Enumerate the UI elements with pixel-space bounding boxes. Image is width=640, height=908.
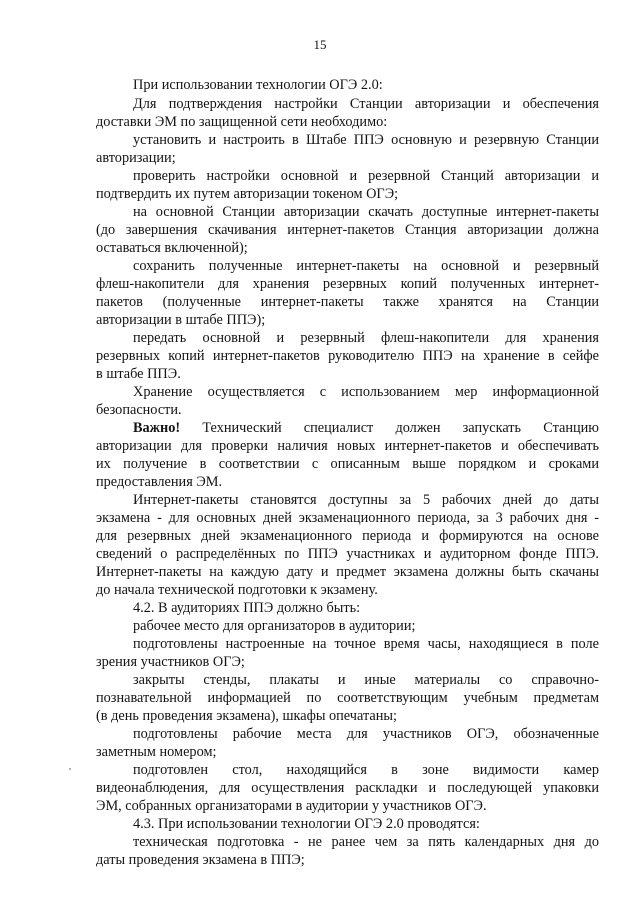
- page-number: 15: [313, 37, 327, 52]
- text-line: сведений о распределённых по ППЭ участниках и аудиторном фонде ППЭ.: [96, 546, 599, 562]
- text-line: авторизации в штабе ППЭ);: [96, 312, 266, 328]
- text-line: доставки ЭМ по защищенной сети необходимо:: [96, 114, 388, 130]
- text-line: познавательной информацией по соответствующим учебным предметам: [96, 690, 599, 706]
- text-line: подготовлен стол, находящийся в зоне видимости камер: [133, 762, 599, 778]
- text-line: подготовлены настроенные на точное время часы, находящиеся в поле: [133, 636, 599, 652]
- text-line: 4.2. В аудиториях ППЭ должно быть:: [133, 600, 361, 616]
- text-line: флеш-накопители для хранения резервных копий полученных интернет-: [96, 276, 599, 292]
- text-line: [133, 420, 599, 437]
- text-line: в штабе ППЭ.: [96, 366, 181, 382]
- text-line: (в день проведения экзамена), шкафы опечатаны;: [96, 708, 397, 724]
- text-line: Хранение осуществляется с использованием мер информационной: [133, 384, 599, 400]
- text-line: безопасности.: [96, 402, 182, 418]
- text-line: сохранить полученные интернет-пакеты на основной и резервный: [133, 258, 599, 274]
- text-line: Интернет-пакеты становятся доступны за 5 рабочих дней до даты: [133, 492, 599, 508]
- text-line: видеонаблюдения, для осуществления раскладки и последующей упаковки: [96, 780, 599, 796]
- text-line: ЭМ, собранных организаторами в аудитории у участников ОГЭ.: [96, 798, 487, 814]
- text-line: на основной Станции авторизации скачать доступные интернет-пакеты: [133, 204, 599, 220]
- text-line: подтвердить их путем авторизации токеном ОГЭ;: [96, 186, 399, 202]
- text-line: передать основной и резервный флеш-накопители для хранения: [133, 330, 599, 346]
- text-line: для резервных дней экзаменационного периода и формируются на основе: [96, 528, 599, 544]
- text-line: При использовании технологии ОГЭ 2.0:: [133, 77, 383, 93]
- text-line: техническая подготовка - не ранее чем за пять календарных дня до: [133, 834, 599, 850]
- text-line: Интернет-пакеты на каждую дату и предмет экзамена должны быть скачаны: [96, 564, 599, 580]
- text-line: авторизации;: [96, 150, 176, 166]
- text-line-rest: Технический специалист должен запускать Станцию: [202, 420, 599, 436]
- text-line: установить и настроить в Штабе ППЭ основную и резервную Станции: [133, 132, 599, 148]
- text-line: пакетов (полученные интернет-пакеты также хранятся на Станции: [96, 294, 599, 310]
- text-line: заметным номером;: [96, 744, 217, 760]
- text-line: авторизации для проверки наличия новых интернет-пакетов и обеспечивать: [96, 438, 599, 454]
- text-line: Для подтверждения настройки Станции авторизации и обеспечения: [133, 96, 599, 112]
- text-line: зрения участников ОГЭ;: [96, 654, 245, 670]
- text-line: предоставления ЭМ.: [96, 474, 223, 490]
- text-line: 4.3. При использовании технологии ОГЭ 2.0 проводятся:: [133, 816, 480, 832]
- text-line: оставаться включенной);: [96, 240, 248, 256]
- scan-speck: [69, 768, 71, 770]
- text-line: (до завершения скачивания интернет-пакетов Станция авторизации должна: [96, 222, 599, 238]
- text-line: экзамена - для основных дней экзаменационного периода, за 3 рабочих дня -: [96, 510, 599, 526]
- text-line: даты проведения экзамена в ППЭ;: [96, 852, 305, 868]
- text-line: их получение в соответствии с описанным выше порядком и сроками: [96, 456, 599, 472]
- text-line: резервных копий интернет-пакетов руководителю ППЭ на хранение в сейфе: [96, 348, 599, 364]
- text-line: подготовлены рабочие места для участников ОГЭ, обозначенные: [133, 726, 599, 742]
- emphasis-label: Важно!: [133, 420, 181, 436]
- text-line: до начала технической подготовки к экзамену.: [96, 582, 378, 598]
- text-line: проверить настройки основной и резервной Станций авторизации и: [133, 168, 599, 184]
- text-line: рабочее место для организаторов в аудитории;: [133, 618, 416, 634]
- text-line: закрыты стенды, плакаты и иные материалы со справочно-: [133, 672, 599, 688]
